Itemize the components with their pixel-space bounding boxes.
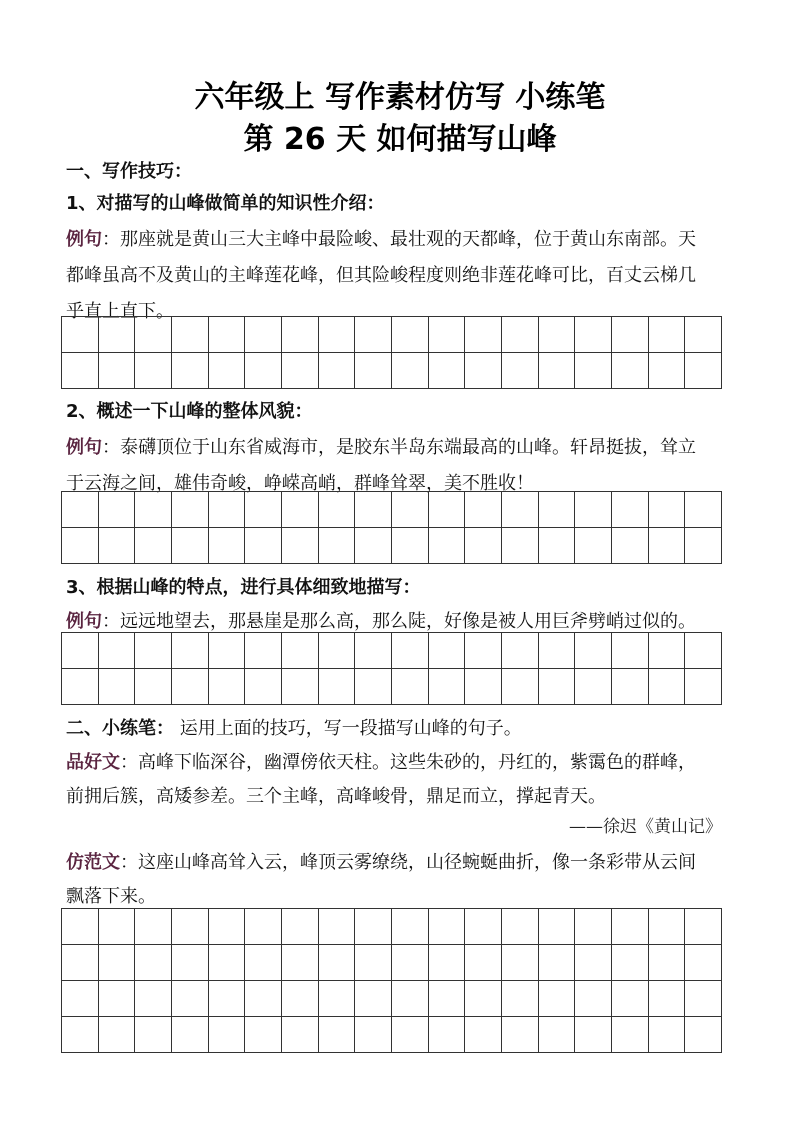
example-label: 例句 [66, 611, 102, 632]
grid-cell[interactable] [392, 353, 429, 389]
grid-cell[interactable] [135, 1017, 172, 1053]
grid-cell[interactable] [319, 1017, 356, 1053]
model-text-1: ：高峰下临深谷，幽潭傍依天柱。这些朱砂的，丹红的，紫霭色的群峰， [120, 752, 696, 773]
grid-cell[interactable] [62, 317, 99, 353]
grid-cell[interactable] [172, 633, 209, 669]
grid-cell[interactable] [319, 353, 356, 389]
section2-text: 运用上面的技巧，写一段描写山峰的句子。 [174, 718, 522, 739]
grid-cell[interactable] [282, 492, 319, 528]
grid-cell[interactable] [282, 669, 319, 705]
grid-cell[interactable] [62, 353, 99, 389]
grid-cell[interactable] [99, 528, 136, 564]
grid-cell[interactable] [99, 633, 136, 669]
grid-cell[interactable] [575, 528, 612, 564]
grid-cell[interactable] [502, 1017, 539, 1053]
grid-cell[interactable] [649, 317, 686, 353]
grid-cell[interactable] [209, 981, 246, 1017]
example-label: 例句 [66, 437, 102, 458]
grid-cell[interactable] [392, 981, 429, 1017]
grid-cell[interactable] [465, 669, 502, 705]
grid-cell[interactable] [245, 1017, 282, 1053]
grid-cell[interactable] [355, 945, 392, 981]
section1-heading: 一、写作技巧： [66, 161, 192, 182]
source-attribution: ——徐迟《黄山记》 [569, 817, 722, 837]
grid-cell[interactable] [209, 1017, 246, 1053]
grid-cell[interactable] [685, 981, 722, 1017]
grid-cell[interactable] [282, 981, 319, 1017]
grid-cell[interactable] [612, 492, 649, 528]
writing-grid-2[interactable] [61, 491, 722, 564]
grid-cell[interactable] [502, 528, 539, 564]
grid-cell[interactable] [429, 633, 466, 669]
grid-cell[interactable] [172, 1017, 209, 1053]
grid-cell[interactable] [612, 633, 649, 669]
grid-cell[interactable] [282, 945, 319, 981]
grid-cell[interactable] [135, 317, 172, 353]
grid-cell[interactable] [539, 633, 576, 669]
grid-cell[interactable] [245, 669, 282, 705]
grid-cell[interactable] [209, 669, 246, 705]
grid-cell[interactable] [575, 909, 612, 945]
grid-cell[interactable] [355, 981, 392, 1017]
grid-cell[interactable] [502, 492, 539, 528]
imitation-text-1: ：这座山峰高耸入云，峰顶云雾缭绕，山径蜿蜒曲折，像一条彩带从云间 [120, 852, 696, 873]
grid-cell[interactable] [429, 1017, 466, 1053]
grid-cell[interactable] [429, 317, 466, 353]
grid-cell[interactable] [392, 528, 429, 564]
grid-cell[interactable] [355, 909, 392, 945]
grid-cell[interactable] [62, 492, 99, 528]
grid-cell[interactable] [62, 669, 99, 705]
grid-cell[interactable] [502, 945, 539, 981]
writing-grid-3[interactable] [61, 632, 722, 705]
grid-cell[interactable] [649, 353, 686, 389]
grid-cell[interactable] [649, 909, 686, 945]
grid-cell[interactable] [612, 317, 649, 353]
grid-cell[interactable] [502, 317, 539, 353]
tip2-text-2: 于云海之间，雄伟奇峻，峥嵘高峭，群峰耸翠，美不胜收！ [66, 473, 534, 494]
tip2-text-1: ：泰礴顶位于山东省威海市，是胶东半岛东端最高的山峰。轩昂挺拔，耸立 [102, 437, 696, 458]
grid-cell[interactable] [62, 945, 99, 981]
grid-cell[interactable] [685, 528, 722, 564]
grid-cell[interactable] [612, 945, 649, 981]
model-line-1 [66, 745, 736, 781]
model-label: 品好文 [66, 752, 120, 773]
grid-cell[interactable] [245, 909, 282, 945]
grid-cell[interactable] [575, 945, 612, 981]
grid-cell[interactable] [502, 909, 539, 945]
grid-cell[interactable] [612, 669, 649, 705]
grid-cell[interactable] [135, 981, 172, 1017]
grid-cell[interactable] [245, 353, 282, 389]
page-title: 六年级上 写作素材仿写 小练笔 [194, 80, 606, 115]
section2-heading: 二、小练笔： [66, 718, 174, 739]
grid-cell[interactable] [685, 353, 722, 389]
grid-cell[interactable] [172, 528, 209, 564]
tip1-text-1: ：那座就是黄山三大主峰中最险峻、最壮观的天都峰，位于黄山东南部。天 [102, 229, 696, 250]
grid-cell[interactable] [355, 492, 392, 528]
grid-cell[interactable] [392, 945, 429, 981]
grid-cell[interactable] [209, 492, 246, 528]
grid-cell[interactable] [209, 353, 246, 389]
grid-cell[interactable] [319, 909, 356, 945]
grid-cell[interactable] [99, 669, 136, 705]
grid-cell[interactable] [282, 633, 319, 669]
grid-cell[interactable] [135, 492, 172, 528]
grid-cell[interactable] [502, 669, 539, 705]
tip1-text-3: 乎直上直下。 [66, 301, 174, 322]
grid-cell[interactable] [135, 353, 172, 389]
grid-cell[interactable] [575, 1017, 612, 1053]
grid-cell[interactable] [392, 909, 429, 945]
page-subtitle: 第 26 天 如何描写山峰 [243, 122, 557, 157]
grid-cell[interactable] [392, 669, 429, 705]
grid-cell[interactable] [612, 981, 649, 1017]
grid-cell[interactable] [649, 528, 686, 564]
grid-cell[interactable] [319, 981, 356, 1017]
grid-cell[interactable] [649, 1017, 686, 1053]
tip1-heading: 1、对描写的山峰做简单的知识性介绍： [66, 193, 385, 214]
grid-cell[interactable] [612, 353, 649, 389]
grid-cell[interactable] [355, 669, 392, 705]
grid-cell[interactable] [282, 353, 319, 389]
grid-cell[interactable] [685, 945, 722, 981]
grid-cell[interactable] [685, 909, 722, 945]
model-text-2: 前拥后簇，高矮参差。三个主峰，高峰峻骨，鼎足而立，撑起青天。 [66, 786, 606, 807]
grid-cell[interactable] [245, 528, 282, 564]
tip1-example-line-1 [66, 222, 736, 258]
writing-grid-4[interactable] [61, 908, 722, 1053]
grid-cell[interactable] [172, 669, 209, 705]
grid-cell[interactable] [355, 317, 392, 353]
imitation-text-2: 飘落下来。 [66, 886, 156, 907]
grid-cell[interactable] [392, 1017, 429, 1053]
grid-cell[interactable] [282, 909, 319, 945]
grid-cell[interactable] [209, 317, 246, 353]
grid-cell[interactable] [429, 492, 466, 528]
grid-cell[interactable] [99, 909, 136, 945]
grid-cell[interactable] [245, 945, 282, 981]
tip3-heading: 3、根据山峰的特点，进行具体细致地描写： [66, 577, 421, 598]
grid-cell[interactable] [539, 981, 576, 1017]
grid-cell[interactable] [62, 981, 99, 1017]
grid-cell[interactable] [319, 633, 356, 669]
grid-cell[interactable] [429, 669, 466, 705]
grid-cell[interactable] [319, 317, 356, 353]
grid-cell[interactable] [172, 909, 209, 945]
grid-cell[interactable] [649, 669, 686, 705]
grid-cell[interactable] [319, 528, 356, 564]
tip1-text-2: 都峰虽高不及黄山的主峰莲花峰，但其险峻程度则绝非莲花峰可比，百丈云梯几 [66, 265, 696, 286]
grid-cell[interactable] [99, 981, 136, 1017]
grid-cell[interactable] [135, 669, 172, 705]
grid-cell[interactable] [245, 981, 282, 1017]
grid-cell[interactable] [282, 317, 319, 353]
grid-cell[interactable] [135, 909, 172, 945]
grid-cell[interactable] [612, 1017, 649, 1053]
section2-line [66, 711, 736, 747]
grid-cell[interactable] [429, 981, 466, 1017]
grid-cell[interactable] [429, 945, 466, 981]
grid-cell[interactable] [429, 909, 466, 945]
imitation-line-1 [66, 845, 736, 881]
grid-cell[interactable] [649, 945, 686, 981]
grid-cell[interactable] [135, 945, 172, 981]
grid-cell[interactable] [539, 353, 576, 389]
grid-cell[interactable] [62, 528, 99, 564]
grid-cell[interactable] [685, 492, 722, 528]
grid-cell[interactable] [685, 1017, 722, 1053]
grid-cell[interactable] [539, 669, 576, 705]
grid-cell[interactable] [502, 353, 539, 389]
example-label: 例句 [66, 229, 102, 250]
grid-cell[interactable] [575, 981, 612, 1017]
grid-cell[interactable] [172, 981, 209, 1017]
grid-cell[interactable] [99, 353, 136, 389]
grid-cell[interactable] [319, 945, 356, 981]
grid-cell[interactable] [245, 633, 282, 669]
grid-cell[interactable] [685, 317, 722, 353]
grid-cell[interactable] [465, 492, 502, 528]
grid-cell[interactable] [99, 317, 136, 353]
grid-cell[interactable] [539, 1017, 576, 1053]
grid-cell[interactable] [685, 633, 722, 669]
grid-cell[interactable] [99, 492, 136, 528]
grid-cell[interactable] [209, 945, 246, 981]
grid-cell[interactable] [172, 353, 209, 389]
grid-cell[interactable] [649, 633, 686, 669]
grid-cell[interactable] [99, 945, 136, 981]
grid-cell[interactable] [649, 492, 686, 528]
grid-cell[interactable] [612, 909, 649, 945]
grid-cell[interactable] [355, 633, 392, 669]
grid-cell[interactable] [355, 353, 392, 389]
grid-cell[interactable] [465, 981, 502, 1017]
grid-cell[interactable] [612, 528, 649, 564]
grid-cell[interactable] [575, 633, 612, 669]
grid-cell[interactable] [172, 492, 209, 528]
tip2-heading: 2、概述一下山峰的整体风貌： [66, 401, 313, 422]
grid-cell[interactable] [62, 909, 99, 945]
grid-cell[interactable] [575, 669, 612, 705]
grid-cell[interactable] [429, 528, 466, 564]
grid-cell[interactable] [575, 492, 612, 528]
grid-cell[interactable] [282, 1017, 319, 1053]
grid-cell[interactable] [135, 528, 172, 564]
writing-grid-1[interactable] [61, 316, 722, 389]
grid-cell[interactable] [539, 317, 576, 353]
grid-cell[interactable] [245, 317, 282, 353]
grid-cell[interactable] [539, 945, 576, 981]
grid-cell[interactable] [62, 633, 99, 669]
grid-cell[interactable] [465, 353, 502, 389]
grid-cell[interactable] [135, 633, 172, 669]
grid-cell[interactable] [539, 909, 576, 945]
grid-cell[interactable] [319, 669, 356, 705]
grid-cell[interactable] [209, 909, 246, 945]
grid-cell[interactable] [575, 317, 612, 353]
grid-cell[interactable] [575, 353, 612, 389]
grid-cell[interactable] [429, 353, 466, 389]
tip3-text-1: ：远远地望去，那悬崖是那么高，那么陡，好像是被人用巨斧劈峭过似的。 [102, 611, 696, 632]
grid-cell[interactable] [62, 1017, 99, 1053]
grid-cell[interactable] [245, 492, 282, 528]
grid-cell[interactable] [465, 317, 502, 353]
grid-cell[interactable] [465, 528, 502, 564]
tip2-example-line-1 [66, 430, 736, 466]
imitation-label: 仿范文 [66, 852, 120, 873]
grid-cell[interactable] [209, 633, 246, 669]
grid-cell[interactable] [99, 1017, 136, 1053]
grid-cell[interactable] [502, 981, 539, 1017]
grid-cell[interactable] [465, 1017, 502, 1053]
grid-cell[interactable] [392, 492, 429, 528]
grid-cell[interactable] [282, 528, 319, 564]
grid-cell[interactable] [465, 909, 502, 945]
grid-cell[interactable] [465, 945, 502, 981]
grid-cell[interactable] [355, 528, 392, 564]
grid-cell[interactable] [539, 492, 576, 528]
grid-cell[interactable] [539, 528, 576, 564]
grid-cell[interactable] [319, 492, 356, 528]
grid-cell[interactable] [172, 945, 209, 981]
grid-cell[interactable] [685, 669, 722, 705]
grid-cell[interactable] [465, 633, 502, 669]
grid-cell[interactable] [392, 633, 429, 669]
grid-cell[interactable] [355, 1017, 392, 1053]
grid-cell[interactable] [502, 633, 539, 669]
grid-cell[interactable] [209, 528, 246, 564]
grid-cell[interactable] [172, 317, 209, 353]
grid-cell[interactable] [392, 317, 429, 353]
grid-cell[interactable] [649, 981, 686, 1017]
